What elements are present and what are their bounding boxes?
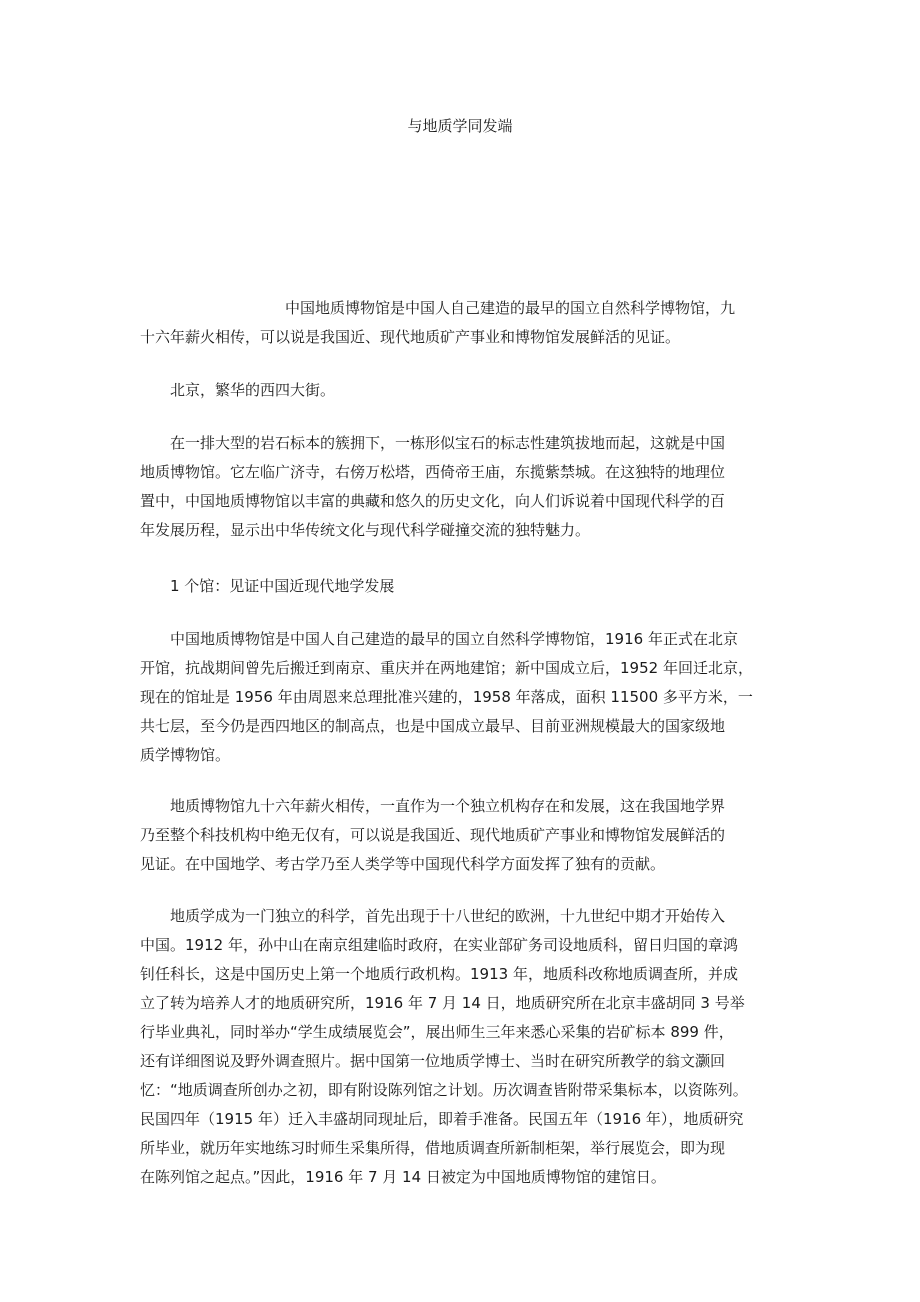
document-title: 与地质学同发端: [407, 117, 513, 135]
paragraph-line: 见证。在中国地学、考古学乃至人类学等中国现代科学方面发挥了独有的贡献。: [140, 855, 666, 873]
paragraph-line: 置中，中国地质博物馆以丰富的典藏和悠久的历史文化，向人们诉说着中国现代科学的百: [140, 492, 726, 510]
paragraph-beijing: [140, 376, 780, 405]
paragraph-line: 行毕业典礼，同时举办“学生成绩展览会”，展出师生三年来悉心采集的岩矿标本 899 件，: [140, 1023, 734, 1041]
paragraph-intro: [140, 294, 780, 352]
paragraph-legacy: [140, 792, 780, 879]
paragraph-line: 开馆，抗战期间曾先后搬迁到南京、重庆并在两地建馆；新中国成立后，1952 年回迁北京，: [140, 659, 753, 677]
paragraph-line: 中国地质博物馆是中国人自己建造的最早的国立自然科学博物馆，1916 年正式在北京: [170, 630, 738, 648]
paragraph-line: 共七层，至今仍是西四地区的制高点，也是中国成立最早、目前亚洲规模最大的国家级地: [140, 717, 726, 735]
paragraph-line: 在陈列馆之起点。”因此，1916 年 7 月 14 日被定为中国地质博物馆的建馆日。: [140, 1168, 666, 1186]
paragraph-line: 民国四年（1915 年）迁入丰盛胡同现址后，即着手准备。民国五年（1916 年），地质研究: [140, 1110, 744, 1128]
paragraph-line: 中国。1912 年，孙中山在南京组建临时政府，在实业部矿务司设地质科，留日归国的章鸿: [140, 936, 738, 954]
paragraph-line: 还有详细图说及野外调查照片。据中国第一位地质学博士、当时在研究所教学的翁文灏回: [140, 1052, 726, 1070]
paragraph-line: 地质学成为一门独立的科学，首先出现于十八世纪的欧洲，十九世纪中期才开始传入: [170, 907, 726, 925]
paragraph-line: 现在的馆址是 1956 年由周恩来总理批准兴建的，1958 年落成，面积 11500 多平方米，一: [140, 688, 753, 706]
paragraph-line: 忆：“地质调查所创办之初，即有附设陈列馆之计划。历次调查皆附带采集标本，以资陈列。: [140, 1081, 748, 1099]
paragraph-building: [140, 429, 780, 545]
paragraph-line: 钊任科长，这是中国历史上第一个地质行政机构。1913 年，地质科改称地质调查所，并成: [140, 965, 738, 983]
paragraph-history: [140, 625, 780, 770]
paragraph-line: 地质博物馆九十六年薪火相传，一直作为一个独立机构存在和发展，这在我国地学界: [170, 797, 726, 815]
paragraph-line: 地质博物馆。它左临广济寺，右傍万松塔，西倚帝王庙，东揽紫禁城。在这独特的地理位: [140, 463, 726, 481]
paragraph-line: 所毕业，就历年实地练习时师生采集所得，借地质调查所新制柜架，举行展览会，即为现: [140, 1139, 726, 1157]
paragraph-origins: [140, 902, 780, 1192]
paragraph-line: 立了转为培养人才的地质研究所，1916 年 7 月 14 日，地质研究所在北京丰盛胡同 3 号举: [140, 994, 745, 1012]
paragraph-line: 十六年薪火相传，可以说是我国近、现代地质矿产事业和博物馆发展鲜活的见证。: [140, 328, 681, 346]
paragraph-line: 1 个馆：见证中国近现代地学发展: [170, 577, 395, 595]
paragraph-line: 在一排大型的岩石标本的簇拥下，一栋形似宝石的标志性建筑拔地而起，这就是中国: [170, 434, 726, 452]
section-heading: [140, 572, 780, 601]
paragraph-line: 中国地质博物馆是中国人自己建造的最早的国立自然科学博物馆，九: [285, 299, 736, 317]
paragraph-line: 北京，繁华的西四大街。: [170, 381, 336, 399]
paragraph-line: 乃至整个科技机构中绝无仅有，可以说是我国近、现代地质矿产事业和博物馆发展鲜活的: [140, 826, 726, 844]
paragraph-line: 质学博物馆。: [140, 746, 231, 764]
paragraph-line: 年发展历程，显示出中华传统文化与现代科学碰撞交流的独特魅力。: [140, 521, 591, 539]
